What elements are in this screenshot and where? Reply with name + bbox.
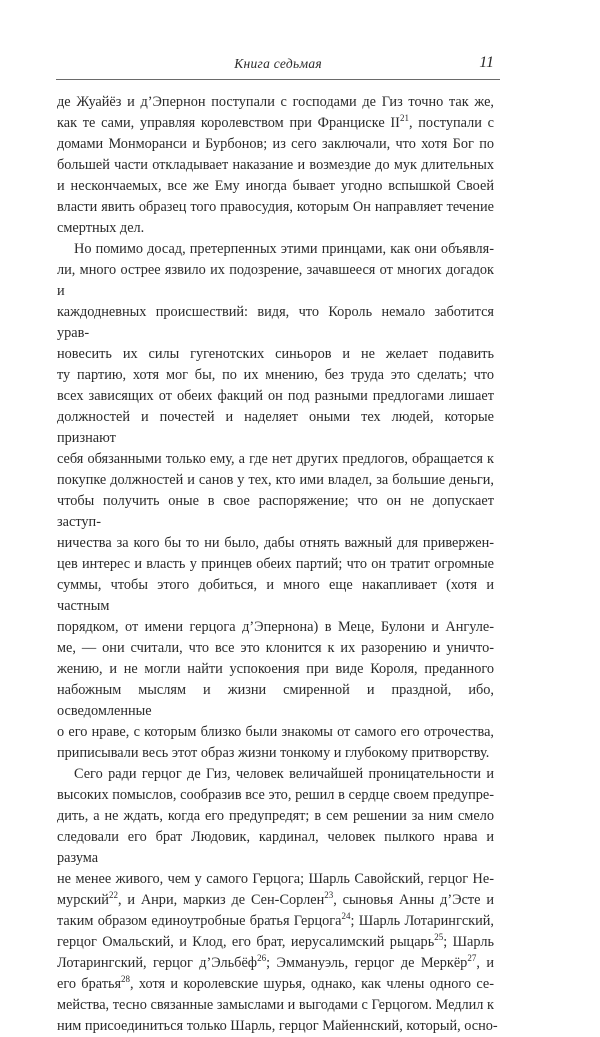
text-line: Лотарингский, герцог д’Эльбёф$^{26}$; Эммануэль, герцог де Меркёр$^{27}$, и xyxy=(57,953,494,971)
page-number: 11 xyxy=(479,54,494,71)
text-line: как те сами, управляя королевством при Франциске II$^{21}$, поступали с xyxy=(57,113,494,131)
footnote-marker[interactable]: 22 xyxy=(108,890,118,901)
text-line: высоких помыслов, сообразив все это, решил в сердце своем предупре- xyxy=(57,787,494,803)
text-line: дить, а не ждать, когда его предупредят; в сем решении за ним смело xyxy=(57,808,494,824)
text-line: ничества за кого бы то ни было, дабы отнять важный для привержен- xyxy=(57,535,494,551)
text-line: ли, много острее язвило их подозрение, зачавшееся от многих догадок и xyxy=(57,262,494,299)
text-line: домами Монморанси и Бурбонов; из сего заключали, что хотя Бог по xyxy=(57,136,494,152)
footnote-marker[interactable]: 27 xyxy=(467,953,477,964)
running-header-title: Книга седьмая xyxy=(234,56,322,71)
paragraph xyxy=(57,92,494,239)
text-line: чтобы получить оные в свое распоряжение; что он не допускает заступ- xyxy=(57,493,494,530)
text-line: набожным мыслям и жизни смиренной и праздной, ибо, осведомленные xyxy=(57,682,494,719)
text-line: де Жуайёз и д’Эпернон поступали с господами де Гиз точно так же, xyxy=(57,94,494,110)
text-line: новесить их силы гугенотских синьоров и не желает подавить xyxy=(57,346,494,362)
text-line: о его нраве, с которым близко были знакомы от самого его отрочества, xyxy=(57,724,494,740)
text-line: ту партию, хотя мог бы, по их мнению, без труда это сделать; что xyxy=(57,367,494,383)
header-rule xyxy=(56,79,500,80)
text-line: власти явить образец того правосудия, которым Он направляет течение xyxy=(57,199,494,215)
footnote-marker[interactable]: 21 xyxy=(399,113,409,124)
footnote-marker[interactable]: 28 xyxy=(121,974,131,985)
text-line: Сего ради герцог де Гиз, человек величайшей проницательности и xyxy=(74,766,494,782)
text-line: Но помимо досад, претерпенных этими принцами, как они объявля- xyxy=(74,241,494,257)
paragraph xyxy=(57,764,498,1037)
text-line: мурский$^{22}$, и Анри, маркиз де Сен-Сорлен$^{23}$, сыновья Анны д’Эсте и xyxy=(57,890,494,908)
text-line: и нескончаемых, все же Ему иногда бывает угодно вспышкой Своей xyxy=(57,178,494,194)
footnote-marker[interactable]: 23 xyxy=(324,890,334,901)
text-line: каждодневных происшествий: видя, что Король немало заботится урав- xyxy=(57,304,494,341)
text-line: смертных дел. xyxy=(57,220,145,236)
footnote-marker[interactable]: 25 xyxy=(434,932,444,943)
text-line: приписывали весь этот образ жизни тонкому и глубокому притворству. xyxy=(57,745,490,761)
body-text xyxy=(57,92,498,1037)
text-line: себя обязанными только ему, а где нет других предлогов, обращается к xyxy=(57,451,494,467)
text-line: его братья$^{28}$, хотя и королевские шурья, однако, как члены одного се- xyxy=(57,974,494,992)
text-line: суммы, чтобы этого добиться, и много еще накапливает (хотя и частным xyxy=(57,577,494,614)
text-line: мейства, тесно связанные замыслами и выгодами с Герцогом. Медлил к xyxy=(57,997,494,1013)
text-line: не менее живого, чем у самого Герцога; Шарль Савойский, герцог Не- xyxy=(57,871,494,887)
text-line: ме, — они считали, что все это клонится к их разорению и уничто- xyxy=(57,640,494,656)
text-line: порядком, от имени герцога д’Эпернона) в Меце, Булони и Ангуле- xyxy=(57,619,494,635)
text-line: жению, и не могли найти успокоения при виде Короля, преданного xyxy=(57,661,494,677)
text-line: таким образом единоутробные братья Герцога$^{24}$; Шарль Лотарингский, xyxy=(57,911,494,929)
text-line: всех зависящих от обеих факций он под разными предлогами лишает xyxy=(57,388,494,404)
footnote-marker[interactable]: 24 xyxy=(341,911,351,922)
paragraph xyxy=(57,239,494,764)
footnote-marker[interactable]: 26 xyxy=(257,953,267,964)
text-line: большей части откладывает наказание и возмездие до мук длительных xyxy=(57,157,494,173)
text-line: цев интерес и власть у принцев обеих партий; что он тратит огромные xyxy=(57,556,494,572)
text-line: ним присоединиться только Шарль, герцог Майеннский, который, осно- xyxy=(57,1018,498,1034)
text-line: должностей и почестей и наделяет оными тех людей, которые признают xyxy=(57,409,494,446)
running-header xyxy=(56,52,500,80)
text-line: следовали его брат Людовик, кардинал, человек пылкого нрава и разума xyxy=(57,829,494,866)
text-line: покупке должностей и санов у тех, кто ими владел, за большие деньги, xyxy=(57,472,494,488)
text-line: герцог Омальский, и Клод, его брат, иерусалимский рыцарь$^{25}$; Шарль xyxy=(57,932,494,950)
